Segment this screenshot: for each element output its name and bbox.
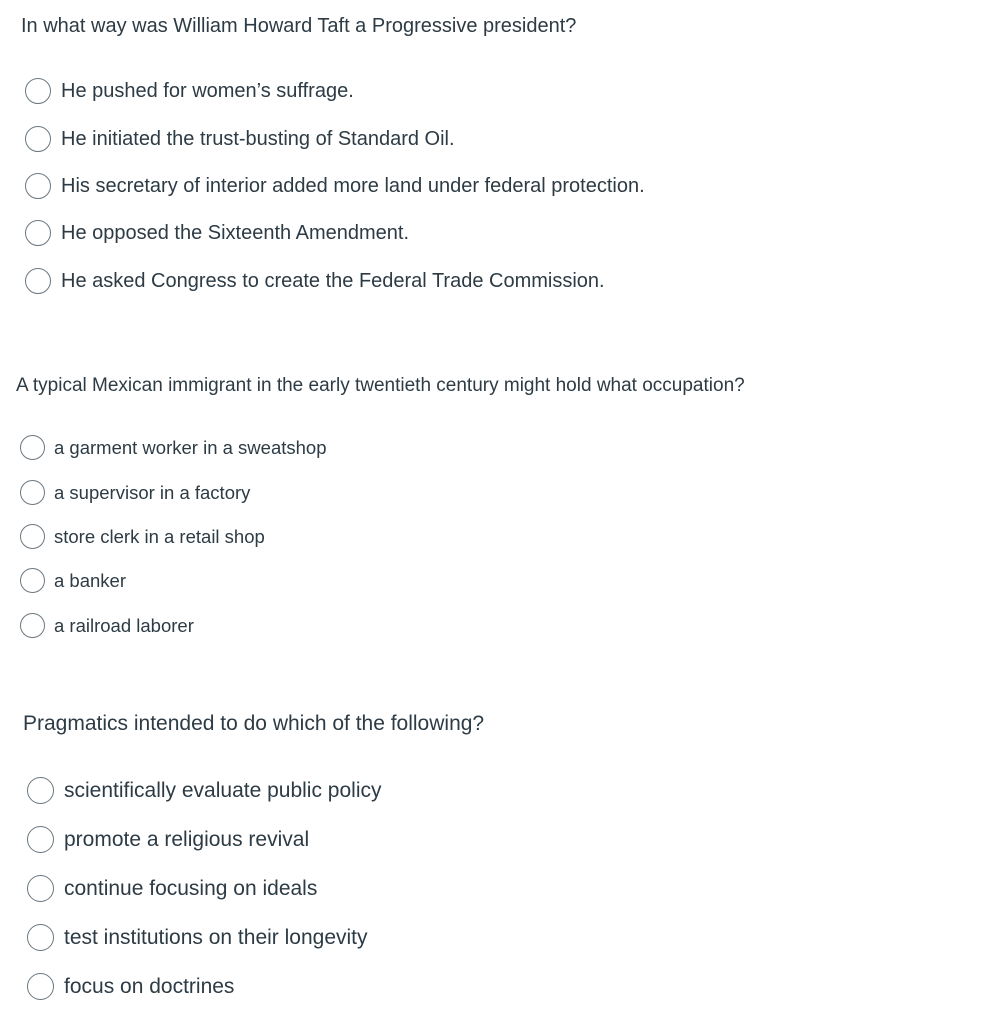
question-1-option-1[interactable]	[25, 78, 354, 104]
radio-button[interactable]	[27, 777, 54, 804]
option-label: store clerk in a retail shop	[54, 525, 265, 547]
option-label: He pushed for women’s suffrage.	[61, 79, 354, 102]
question-2-text: A typical Mexican immigrant in the early twentieth century might hold what occupation?	[16, 375, 745, 396]
radio-button[interactable]	[25, 220, 51, 246]
radio-button[interactable]	[27, 826, 54, 853]
radio-button[interactable]	[27, 924, 54, 951]
option-label: a banker	[54, 569, 126, 591]
question-3-option-2[interactable]	[27, 826, 309, 853]
question-1-option-5[interactable]	[25, 268, 605, 294]
question-1-text: In what way was William Howard Taft a Progressive president?	[21, 15, 577, 37]
question-2-option-3[interactable]	[20, 524, 265, 549]
radio-button[interactable]	[20, 524, 45, 549]
radio-button[interactable]	[25, 78, 51, 104]
question-3-option-3[interactable]	[27, 875, 317, 902]
option-label: test institutions on their longevity	[64, 925, 368, 949]
radio-button[interactable]	[20, 568, 45, 593]
radio-button[interactable]	[25, 173, 51, 199]
question-2-option-4[interactable]	[20, 568, 126, 593]
option-label: He opposed the Sixteenth Amendment.	[61, 221, 410, 244]
option-label: He initiated the trust-busting of Standard Oil.	[61, 127, 455, 150]
option-label: promote a religious revival	[64, 827, 310, 851]
question-1-option-4[interactable]	[25, 220, 409, 246]
option-label: focus on doctrines	[64, 974, 235, 998]
radio-button[interactable]	[20, 435, 45, 460]
option-label: a railroad laborer	[54, 614, 194, 636]
question-2-option-2[interactable]	[20, 480, 250, 505]
question-3-option-1[interactable]	[27, 777, 382, 804]
question-1-option-2[interactable]	[25, 126, 455, 152]
question-1-option-3[interactable]	[25, 173, 645, 199]
option-label: scientifically evaluate public policy	[64, 778, 382, 802]
question-3-option-5[interactable]	[27, 973, 234, 1000]
radio-button[interactable]	[20, 613, 45, 638]
radio-button[interactable]	[25, 268, 51, 294]
question-2-option-5[interactable]	[20, 613, 194, 638]
option-label: His secretary of interior added more land under federal protection.	[61, 174, 645, 197]
option-label: a supervisor in a factory	[54, 481, 251, 503]
option-label: continue focusing on ideals	[64, 876, 318, 900]
question-3-option-4[interactable]	[27, 924, 368, 951]
question-2-option-1[interactable]	[20, 435, 327, 460]
radio-button[interactable]	[27, 973, 54, 1000]
radio-button[interactable]	[25, 126, 51, 152]
option-label: He asked Congress to create the Federal Trade Commission.	[61, 269, 605, 292]
radio-button[interactable]	[27, 875, 54, 902]
question-3-text: Pragmatics intended to do which of the following?	[23, 712, 485, 735]
radio-button[interactable]	[20, 480, 45, 505]
option-label: a garment worker in a sweatshop	[54, 436, 327, 458]
